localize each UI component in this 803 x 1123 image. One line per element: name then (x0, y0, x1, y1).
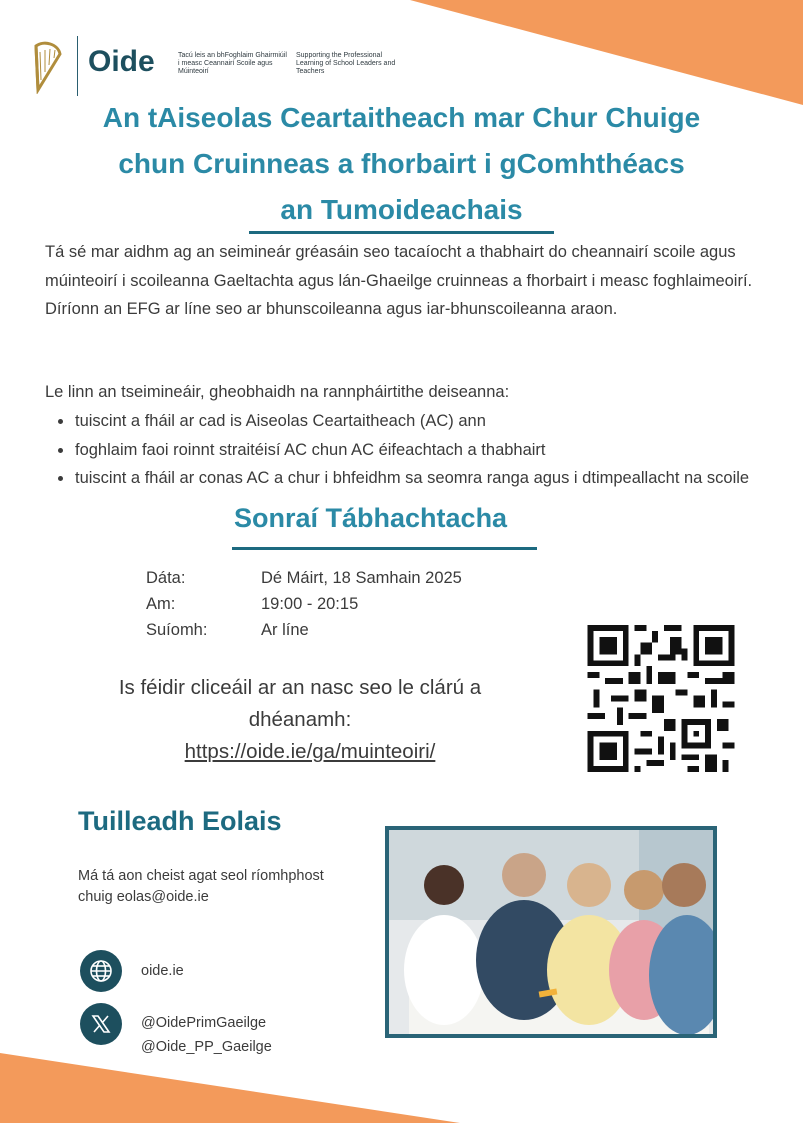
time-value: 19:00 - 20:15 (261, 595, 359, 613)
x-logo-icon (80, 1003, 122, 1045)
oide-logo-text: Oide (88, 45, 155, 78)
detail-row-location (146, 617, 462, 643)
more-info-heading: Tuilleadh Eolais (78, 806, 282, 836)
event-details (146, 565, 462, 643)
detail-row-date (146, 565, 462, 591)
contact-text: Má tá aon cheist agat seol ríomhphost chuig eolas@oide.ie (78, 868, 324, 905)
time-label: Am: (146, 595, 176, 613)
register-link[interactable]: https://oide.ie/ga/muinteoiri/ (184, 740, 436, 763)
social-handles (141, 1011, 272, 1059)
harp-icon (30, 40, 66, 94)
logo-divider (77, 36, 78, 96)
location-value: Ar líne (261, 621, 309, 639)
globe-icon (80, 950, 122, 992)
page-title: An tAiseolas Ceartaitheach mar Chur Chuige chun Cruinneas a fhorbairt i gComhthéacs an Tumoideachais (102, 102, 701, 225)
location-label: Suíomh: (146, 621, 208, 639)
title-underline (249, 231, 554, 234)
detail-row-time (146, 591, 462, 617)
teachers-photo (385, 826, 717, 1038)
list-item: tuiscint a fháil ar cad is Aiseolas Ceartaitheach (AC) ann (45, 407, 765, 436)
website-link[interactable]: oide.ie (141, 963, 184, 979)
details-heading: Sonraí Tábhachtacha (234, 503, 508, 533)
register-block (60, 672, 560, 768)
opportunities-list (45, 407, 765, 493)
handle-post-primary[interactable]: @Oide_PP_Gaeilge (141, 1039, 272, 1055)
list-item: foghlaim faoi roinnt straitéisí AC chun AC éifeachtach a thabhairt (45, 436, 765, 465)
qr-code[interactable] (585, 625, 737, 772)
tagline-irish: Tacú leis an bhFoghlaim Ghairmiúil i measc Ceannairí Scoile agus Múinteoirí (178, 52, 287, 75)
details-underline (232, 547, 537, 550)
register-text: Is féidir cliceáil ar an nasc seo le clárú a dhéanamh: (118, 676, 482, 731)
handle-primary[interactable]: @OidePrimGaeilge (141, 1015, 267, 1031)
lead-sentence: Le linn an tseimineáir, gheobhaidh na rannpháirtithe deiseanna: (45, 383, 510, 401)
date-label: Dáta: (146, 569, 186, 587)
date-value: Dé Máirt, 18 Samhain 2025 (261, 569, 462, 587)
list-item: tuiscint a fháil ar conas AC a chur i bhfeidhm sa seomra ranga agus i dtimpeallacht na scoile (45, 464, 765, 493)
tagline-english: Supporting the Professional Learning of School Leaders and Teachers (296, 52, 396, 75)
intro-paragraph: Tá sé mar aidhm ag an seimineár gréasáin seo tacaíocht a thabhairt do cheannairí scoile agus múinteoirí i scoileanna Gaeltachta agus lán-Ghaeilge cruinneas a fhorbairt i measc foghlaimeoirí. Díríonn an EFG ar líne seo ar bhunscoileanna agus iar-bhunscoileanna araon. (45, 243, 753, 318)
orange-corner-bottom (0, 1023, 803, 1123)
